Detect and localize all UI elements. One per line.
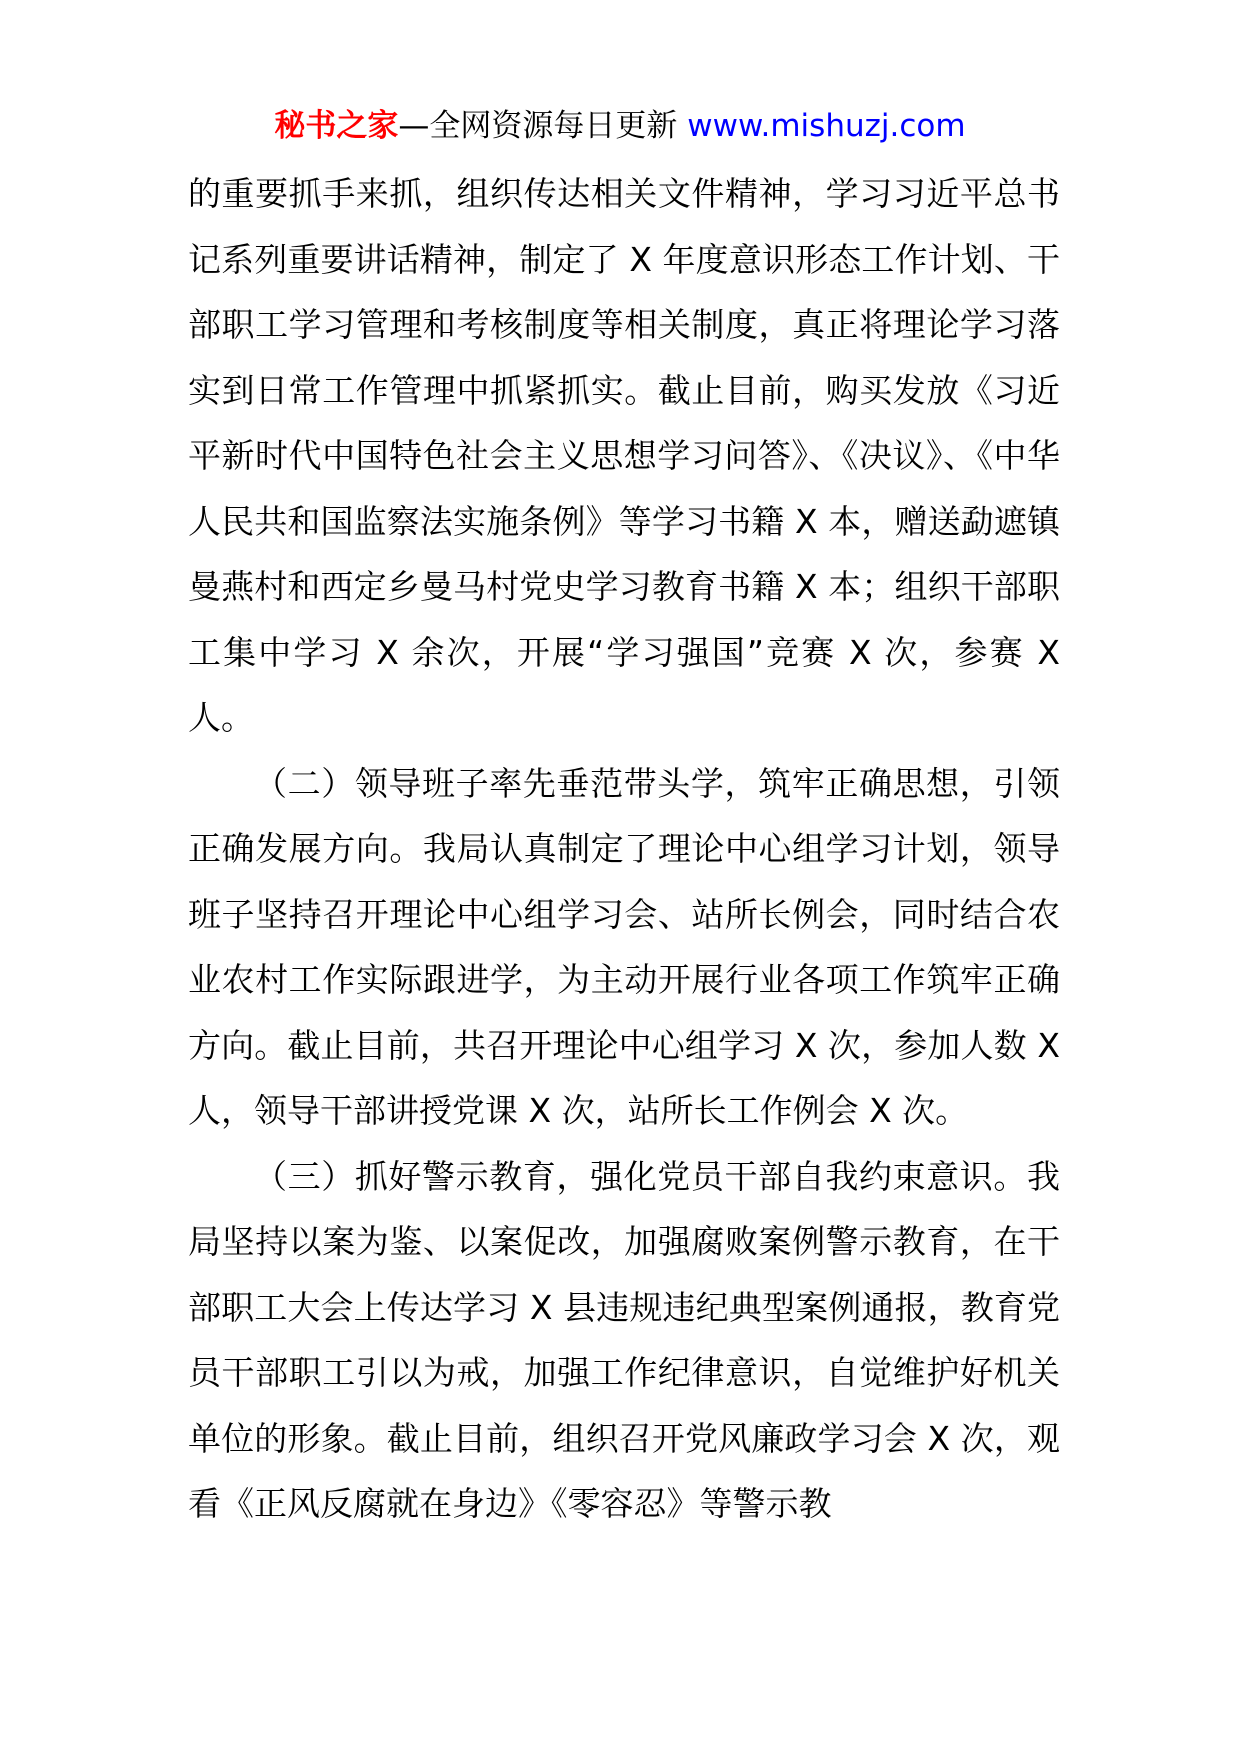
paragraph-section-2: （二）领导班子率先垂范带头学，筑牢正确思想，引领正确发展方向。我局认真制定了理论中心组学习计划，领导班子坚持召开理论中心组学习会、站所长例会，同时结合农业农村工作实际跟进学，为主动开展行业各项工作筑牢正确方向。截止目前，共召开理论中心组学习 X 次，参加人数 X 人，领导干部讲授党课 X 次，站所长工作例会 X 次。	[188, 763, 1060, 1130]
brand-name: 秘书之家	[274, 108, 399, 144]
site-header	[0, 104, 1240, 148]
paragraph-continuation: 的重要抓手来抓，组织传达相关文件精神，学习习近平总书记系列重要讲话精神，制定了 X 年度意识形态工作计划、干部职工学习管理和考核制度等相关制度，真正将理论学习落实到日常工作管理中抓紧抓实。截止目前，购买发放《习近平新时代中国特色社会主义思想学习问答》、《决议》、《中华人民共和国监察法实施条例》等学习书籍 X 本，赠送勐遮镇曼燕村和西定乡曼马村党史学习教育书籍 X 本；组织干部职工集中学习 X 余次，开展“学习强国”竞赛 X 次，参赛 X 人。	[188, 174, 1060, 737]
header-tagline: —全网资源每日更新	[398, 108, 678, 144]
document-body	[188, 161, 1060, 1537]
site-url[interactable]: www.mishuzj.com	[687, 108, 966, 144]
paragraph-section-3: （三）抓好警示教育，强化党员干部自我约束意识。我局坚持以案为鉴、以案促改，加强腐败案例警示教育，在干部职工大会上传达学习 X 县违规违纪典型案例通报，教育党员干部职工引以为戒，加强工作纪律意识，自觉维护好机关单位的形象。截止目前，组织召开党风廉政学习会 X 次，观看《正风反腐就在身边》《零容忍》等警示教	[188, 1156, 1060, 1523]
